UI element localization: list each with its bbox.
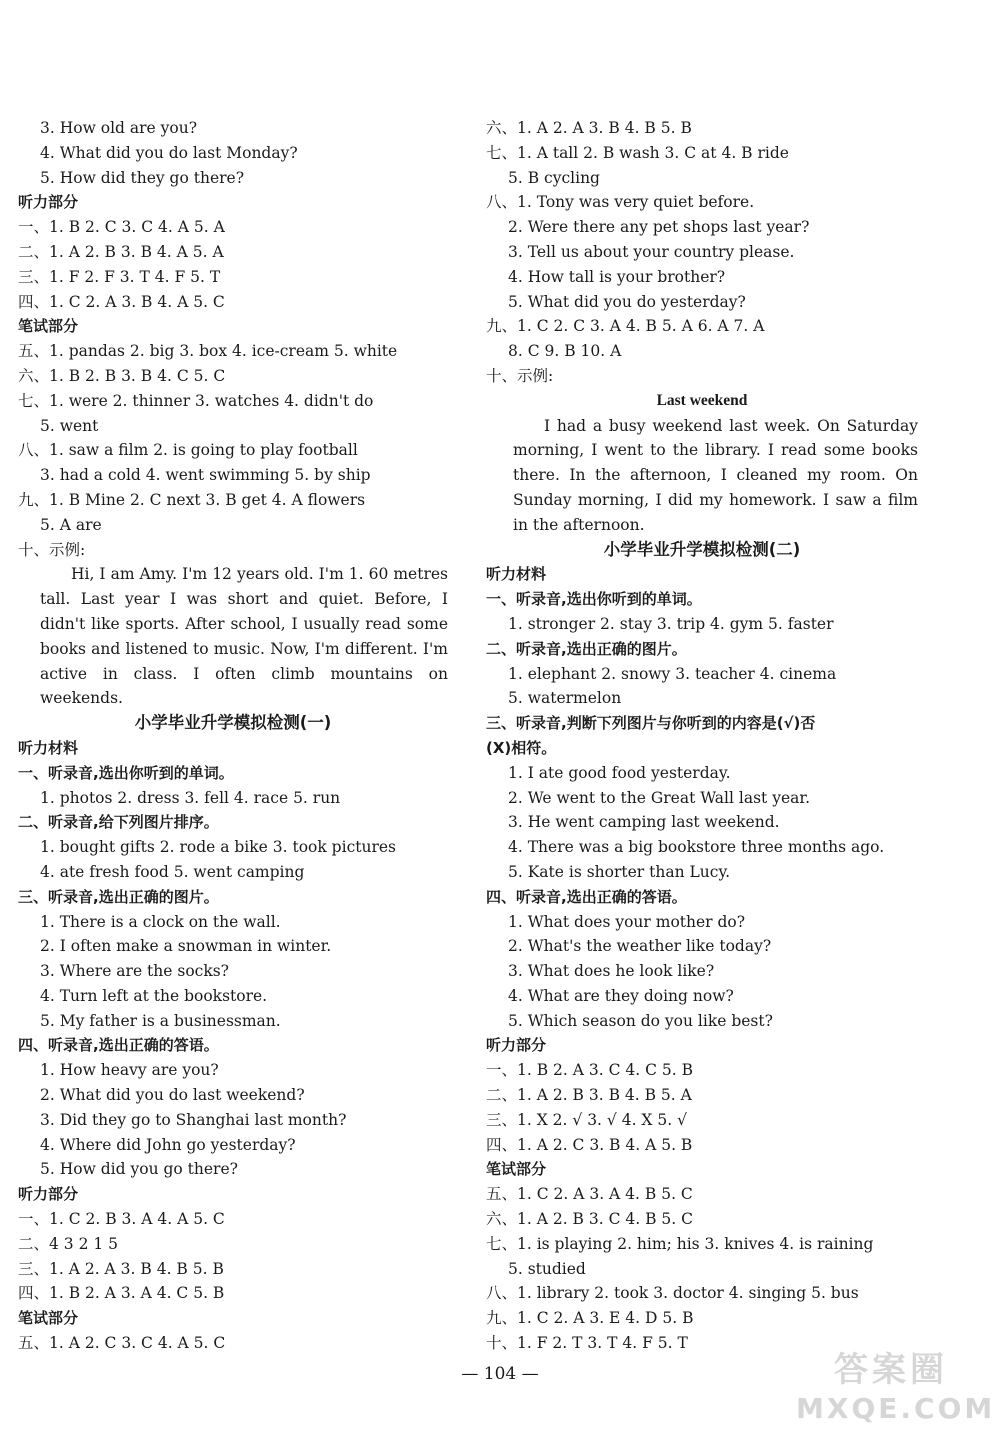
section-heading: 听力部分 xyxy=(18,1185,79,1204)
text-line: 5. went xyxy=(40,416,99,435)
text-line: 4. There was a big bookstore three months ago. xyxy=(508,838,885,857)
text-line: 3. Tell us about your country please. xyxy=(508,242,795,261)
text-line: 八、1. saw a film 2. is going to play football xyxy=(18,441,358,460)
answer-lines xyxy=(486,1058,918,1157)
text-line: 四、1. C 2. A 3. B 4. A 5. C xyxy=(18,292,225,311)
text-line: 3. Did they go to Shanghai last month? xyxy=(40,1110,347,1129)
text-line: 十、1. F 2. T 3. T 4. F 5. T xyxy=(486,1334,688,1353)
section-heading: 二、听录音,选出正确的图片。 xyxy=(486,639,687,658)
text-line: 1. I ate good food yesterday. xyxy=(508,763,731,782)
text-line: 2. I often make a snowman in winter. xyxy=(40,937,332,956)
text-line: 3. Where are the socks? xyxy=(40,962,229,981)
text-line: 3. He went camping last weekend. xyxy=(508,813,780,832)
watermark-domain: MXQE.COM xyxy=(796,1392,996,1425)
text-line: 七、1. were 2. thinner 3. watches 4. didn't do xyxy=(18,391,374,410)
text-line: 2. Were there any pet shops last year? xyxy=(508,218,810,237)
text-line: 五、1. C 2. A 3. A 4. B 5. C xyxy=(486,1185,693,1204)
text-line: 七、1. A tall 2. B wash 3. C at 4. B ride xyxy=(486,143,789,162)
text-line: 3. What does he look like? xyxy=(508,962,715,981)
text-line: 一、1. C 2. B 3. A 4. A 5. C xyxy=(18,1210,225,1229)
sample-essay: I had a busy weekend last week. On Saturday morning, I went to the library. I read some books there. In the afternoon, I cleaned my room. On Sunday morning, I did my homework. I saw a film in the afternoon. xyxy=(513,416,918,534)
text-line: 八、1. library 2. took 3. doctor 4. singing 5. bus xyxy=(486,1284,859,1303)
section-heading: 一、听录音,选出你听到的单词。 xyxy=(18,763,234,782)
continued-questions xyxy=(18,116,448,190)
text-line: 4. How tall is your brother? xyxy=(508,267,726,286)
text-line: 六、1. A 2. A 3. B 4. B 5. B xyxy=(486,119,692,137)
answer-lines xyxy=(486,1182,918,1356)
text-line: 3. How old are you? xyxy=(40,119,198,137)
text-line: 四、1. B 2. A 3. A 4. C 5. B xyxy=(18,1284,225,1303)
section-heading: 四、听录音,选出正确的答语。 xyxy=(18,1036,219,1055)
section-heading: 笔试部分 xyxy=(18,1309,79,1328)
text-line: 六、1. B 2. B 3. B 4. C 5. C xyxy=(18,366,226,385)
text-line: 三、1. A 2. A 3. B 4. B 5. B xyxy=(18,1259,224,1278)
watermark-logo-text: 答案圈 xyxy=(834,1350,948,1390)
section-heading: 听力材料 xyxy=(18,738,79,757)
listening-material xyxy=(486,587,918,1033)
essay-title: Last weekend xyxy=(656,391,748,409)
section-heading: 四、听录音,选出正确的答语。 xyxy=(486,887,687,906)
text-line: 1. stronger 2. stay 3. trip 4. gym 5. faster xyxy=(508,614,834,633)
section-heading: 笔试部分 xyxy=(486,1160,547,1179)
text-line: 六、1. A 2. B 3. C 4. B 5. C xyxy=(486,1210,693,1229)
section-heading: 听力部分 xyxy=(486,1036,547,1055)
text-line: 2. We went to the Great Wall last year. xyxy=(508,788,811,807)
page-number: — 104 — xyxy=(461,1364,539,1384)
right-column xyxy=(486,116,918,1356)
answer-lines xyxy=(18,215,448,314)
answer-lines xyxy=(486,116,918,389)
left-column xyxy=(18,116,448,1356)
text-line: 3. had a cold 4. went swimming 5. by ship xyxy=(40,466,371,485)
section-heading: 听力材料 xyxy=(486,565,547,584)
text-line: 四、1. A 2. C 3. B 4. A 5. B xyxy=(486,1135,693,1154)
section-heading: 笔试部分 xyxy=(18,317,79,336)
text-line: 4. What are they doing now? xyxy=(508,986,734,1005)
text-line: 一、1. B 2. A 3. C 4. C 5. B xyxy=(486,1061,693,1080)
sample-essay: Hi, I am Amy. I'm 12 years old. I'm 1. 60 metres tall. Last year I was short and quiet. Before, I didn't like sports. After school, I usually read some books and listened to music. Now, I'm different. I'm active in class. I often climb mountains on weekends. xyxy=(40,565,448,708)
text-line: 十、示例: xyxy=(18,540,86,559)
text-line: 2. What's the weather like today? xyxy=(508,937,772,956)
text-line: 5. How did they go there? xyxy=(40,168,245,187)
section-heading: 三、听录音,选出正确的图片。 xyxy=(18,887,219,906)
text-line: 4. Turn left at the bookstore. xyxy=(40,986,268,1005)
text-line: 九、1. C 2. A 3. E 4. D 5. B xyxy=(486,1309,694,1328)
text-line: 4. Where did John go yesterday? xyxy=(40,1135,296,1154)
section-heading: 二、听录音,给下列图片排序。 xyxy=(18,813,219,832)
text-line: 一、1. B 2. C 3. C 4. A 5. A xyxy=(18,218,225,237)
text-line: 五、1. pandas 2. big 3. box 4. ice-cream 5. white xyxy=(18,342,398,361)
text-line: 5. watermelon xyxy=(508,689,622,708)
text-line: 1. photos 2. dress 3. fell 4. race 5. run xyxy=(40,788,341,807)
listening-material xyxy=(18,761,448,1183)
text-line: 5. Kate is shorter than Lucy. xyxy=(508,862,731,881)
text-line: 5. B cycling xyxy=(508,168,600,187)
text-line: 4. What did you do last Monday? xyxy=(40,143,298,162)
text-line: 1. bought gifts 2. rode a bike 3. took pictures xyxy=(40,838,396,857)
text-line: 5. What did you do yesterday? xyxy=(508,292,746,311)
text-line: 九、1. C 2. C 3. A 4. B 5. A 6. A 7. A xyxy=(486,317,765,336)
text-line: 二、1. A 2. B 3. B 4. A 5. A xyxy=(18,242,224,261)
text-line: 九、1. B Mine 2. C next 3. B get 4. A flowers xyxy=(18,490,366,509)
section-heading: 三、听录音,判断下列图片与你听到的内容是(√)否 xyxy=(486,714,816,733)
text-line: 5. A are xyxy=(40,515,102,534)
text-line: 4. ate fresh food 5. went camping xyxy=(40,862,305,881)
text-line: 二、1. A 2. B 3. B 4. B 5. A xyxy=(486,1086,692,1105)
text-line: 八、1. Tony was very quiet before. xyxy=(486,193,755,212)
text-line: 1. elephant 2. snowy 3. teacher 4. cinema xyxy=(508,664,837,683)
section-heading: (X)相符。 xyxy=(486,738,557,757)
text-line: 5. How did you go there? xyxy=(40,1160,238,1179)
test-title: 小学毕业升学模拟检测(二) xyxy=(603,539,801,559)
text-line: 二、4 3 2 1 5 xyxy=(18,1234,119,1253)
text-line: 1. There is a clock on the wall. xyxy=(40,912,281,931)
text-line: 1. What does your mother do? xyxy=(508,912,746,931)
text-line: 七、1. is playing 2. him; his 3. knives 4. is raining xyxy=(486,1234,874,1253)
section-heading: 一、听录音,选出你听到的单词。 xyxy=(486,590,702,609)
test-title: 小学毕业升学模拟检测(一) xyxy=(134,713,332,733)
section-heading: 听力部分 xyxy=(18,193,79,212)
answer-lines xyxy=(18,1207,448,1306)
text-line: 5. Which season do you like best? xyxy=(508,1011,773,1030)
site-watermark xyxy=(796,1348,996,1438)
text-line: 8. C 9. B 10. A xyxy=(508,342,622,361)
text-line: 五、1. A 2. C 3. C 4. A 5. C xyxy=(18,1334,226,1353)
text-line: 三、1. X 2. √ 3. √ 4. X 5. √ xyxy=(486,1110,687,1129)
text-line: 三、1. F 2. F 3. T 4. F 5. T xyxy=(18,267,221,286)
text-line: 十、示例: xyxy=(486,366,554,385)
text-line: 5. My father is a businessman. xyxy=(40,1011,281,1030)
answer-lines xyxy=(18,339,448,562)
text-line: 1. How heavy are you? xyxy=(40,1061,219,1080)
answer-lines xyxy=(18,1331,448,1356)
text-line: 2. What did you do last weekend? xyxy=(40,1086,305,1105)
text-line: 5. studied xyxy=(508,1259,586,1278)
